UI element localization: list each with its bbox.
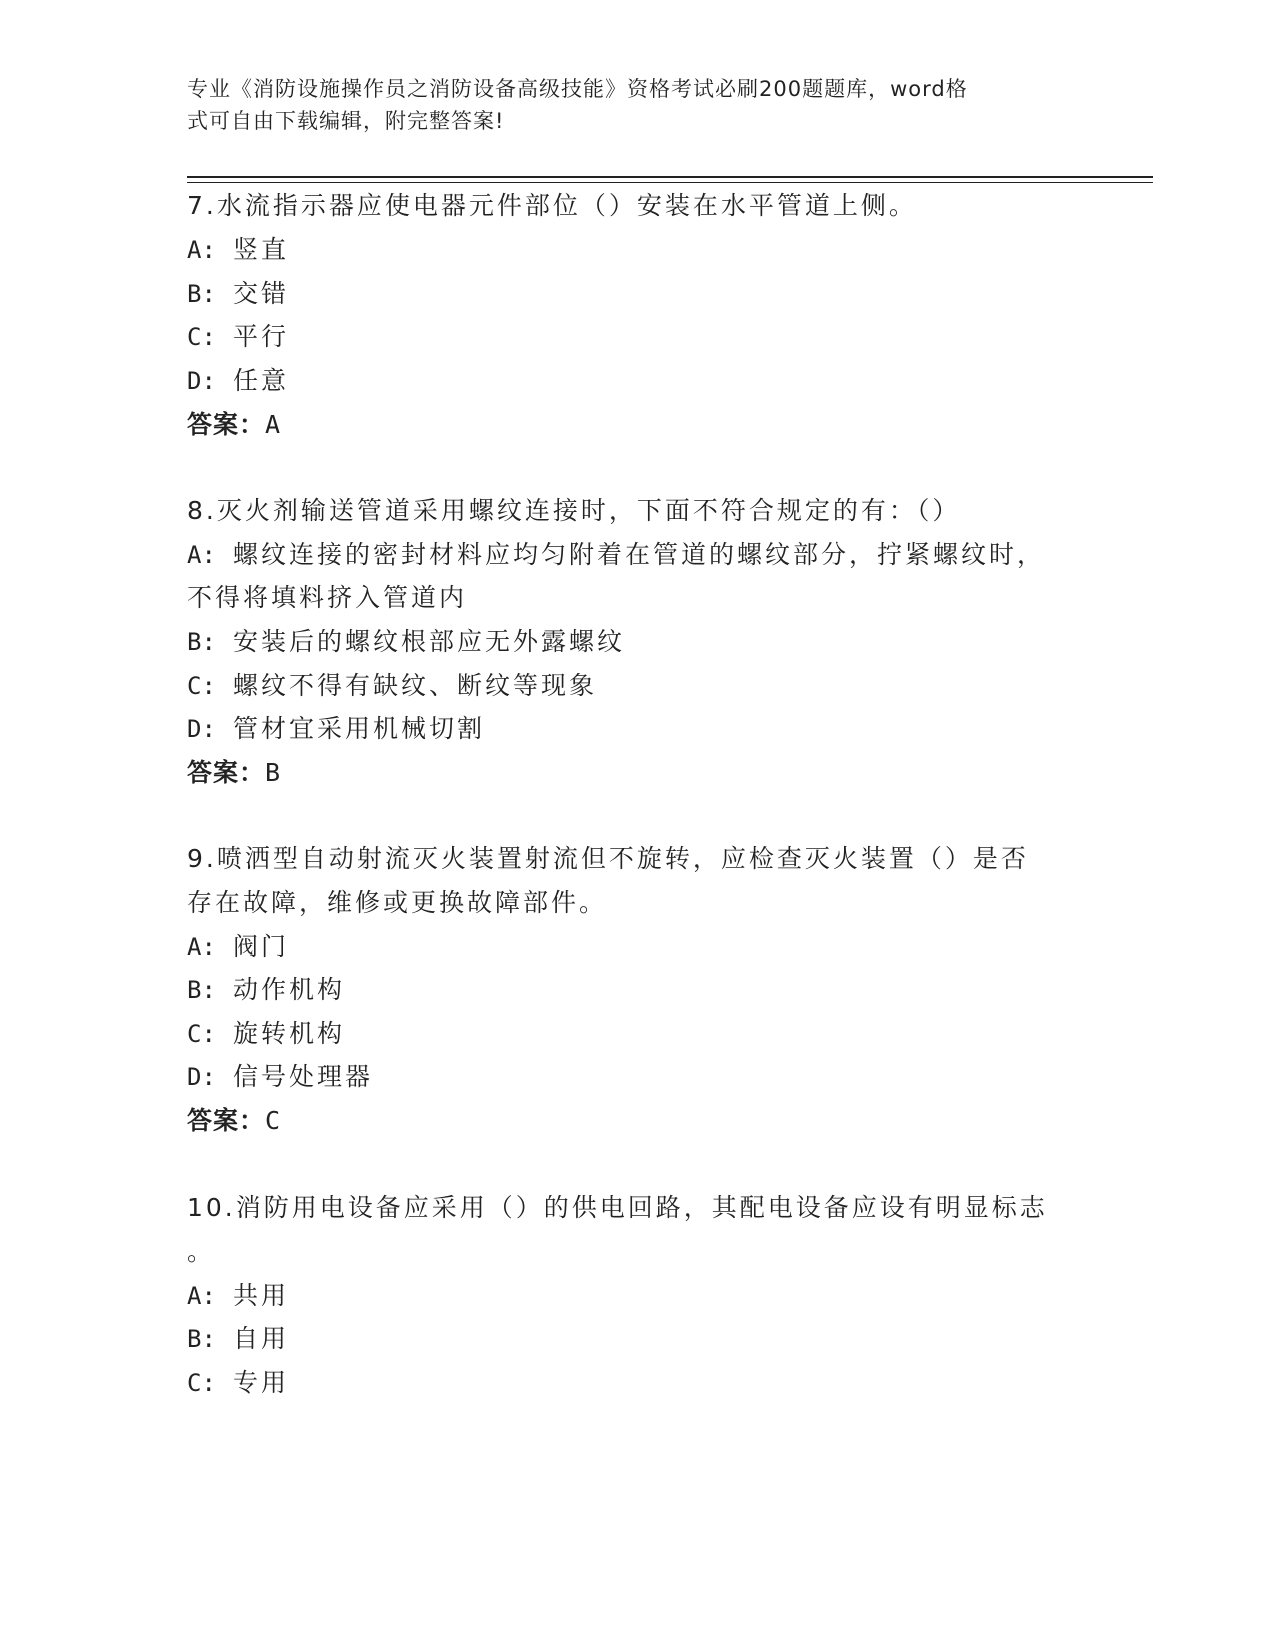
question-7-option-d xyxy=(187,365,289,397)
option-letter: B: xyxy=(187,280,216,308)
answer-value: A xyxy=(265,410,282,439)
option-text: 螺纹不得有缺纹、断纹等现象 xyxy=(233,671,598,700)
option-letter: C: xyxy=(187,672,216,700)
question-9-option-a xyxy=(187,931,289,963)
option-text: 信号处理器 xyxy=(233,1062,374,1091)
option-text: 动作机构 xyxy=(233,975,346,1004)
header-line-1: 专业《消防设施操作员之消防设备高级技能》资格考试必刷200题题库，word格 xyxy=(187,77,968,101)
question-9-stem-line-1: 9.喷洒型自动射流灭火装置射流但不旋转，应检查灭火装置（）是否 xyxy=(187,844,1029,873)
question-9-stem-line-2: 存在故障，维修或更换故障部件。 xyxy=(187,888,608,917)
option-letter: D: xyxy=(187,715,216,743)
question-7-answer xyxy=(187,409,281,441)
question-7-option-a xyxy=(187,234,289,266)
question-8-stem: 8.灭火剂输送管道采用螺纹连接时，下面不符合规定的有：（） xyxy=(187,496,961,525)
question-8-option-d xyxy=(187,713,485,745)
header-divider-thin xyxy=(187,182,1153,183)
question-10-option-b xyxy=(187,1323,289,1355)
option-letter: C: xyxy=(187,1020,216,1048)
answer-value: C xyxy=(265,1106,282,1135)
option-letter: B: xyxy=(187,976,216,1004)
option-text: 专用 xyxy=(233,1368,290,1397)
question-10-stem-line-2: 。 xyxy=(187,1237,216,1266)
option-letter: A: xyxy=(187,541,216,569)
option-text: 旋转机构 xyxy=(233,1019,346,1048)
question-8-answer xyxy=(187,757,281,789)
question-8-option-c xyxy=(187,670,597,702)
answer-value: B xyxy=(265,758,282,787)
option-letter: B: xyxy=(187,628,216,656)
option-letter: D: xyxy=(187,1063,216,1091)
option-text: 任意 xyxy=(233,366,290,395)
answer-label: 答案： xyxy=(187,758,266,787)
question-7-option-b xyxy=(187,278,289,310)
question-7-stem: 7.水流指示器应使电器元件部位（）安装在水平管道上侧。 xyxy=(187,191,917,220)
header-line-2: 式可自由下载编辑，附完整答案! xyxy=(187,109,505,133)
header-divider-thick xyxy=(187,176,1153,178)
option-letter: D: xyxy=(187,367,216,395)
option-letter: B: xyxy=(187,1325,216,1353)
question-9-option-c xyxy=(187,1018,345,1050)
question-7-option-c xyxy=(187,321,289,353)
option-text: 共用 xyxy=(233,1281,290,1310)
question-10-option-a xyxy=(187,1280,289,1312)
question-10-option-c xyxy=(187,1367,289,1399)
document-header xyxy=(187,73,1067,137)
question-8-option-b xyxy=(187,626,625,658)
option-text: 安装后的螺纹根部应无外露螺纹 xyxy=(233,627,626,656)
option-text: 竖直 xyxy=(233,235,290,264)
option-letter: C: xyxy=(187,1369,216,1397)
option-text: 阀门 xyxy=(233,932,290,961)
question-8-option-a-continuation: 不得将填料挤入管道内 xyxy=(187,583,468,612)
option-letter: A: xyxy=(187,1282,216,1310)
question-9-answer xyxy=(187,1105,281,1137)
option-text: 交错 xyxy=(233,279,290,308)
option-text: 自用 xyxy=(233,1324,290,1353)
question-10-stem-line-1: 10.消防用电设备应采用（）的供电回路，其配电设备应设有明显标志 xyxy=(187,1193,1048,1222)
option-text: 螺纹连接的密封材料应均匀附着在管道的螺纹部分，拧紧螺纹时， xyxy=(233,540,1046,569)
option-letter: A: xyxy=(187,933,216,961)
question-9-option-b xyxy=(187,974,345,1006)
option-text: 平行 xyxy=(233,322,290,351)
option-letter: C: xyxy=(187,323,216,351)
question-9-option-d xyxy=(187,1061,373,1093)
question-8-option-a xyxy=(187,539,1045,571)
answer-label: 答案： xyxy=(187,1106,266,1135)
option-text: 管材宜采用机械切割 xyxy=(233,714,486,743)
option-letter: A: xyxy=(187,236,216,264)
answer-label: 答案： xyxy=(187,410,266,439)
